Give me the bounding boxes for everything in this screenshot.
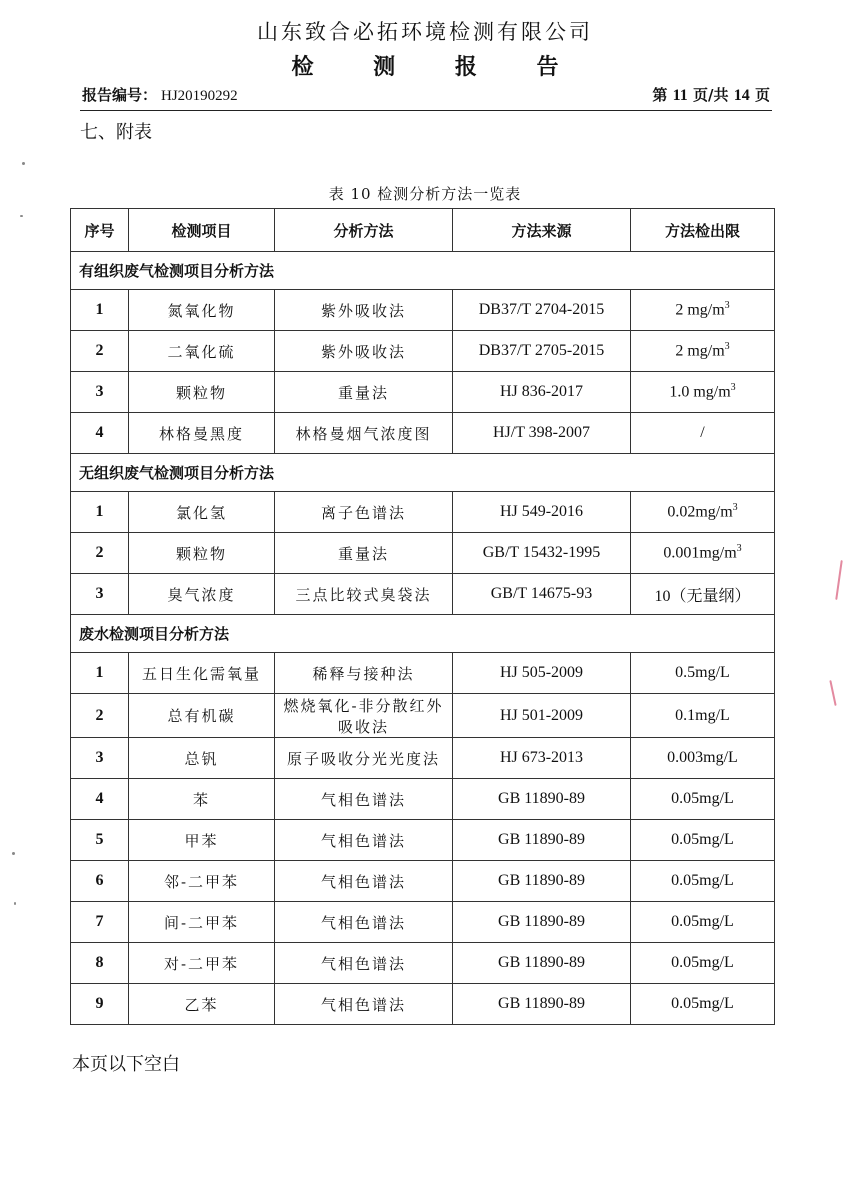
cell-limit-text: 0.001mg/m xyxy=(663,544,737,562)
table-row xyxy=(71,574,775,615)
cell-no xyxy=(71,413,129,454)
cell-item-text: 颗粒物 xyxy=(175,383,227,402)
cell-item xyxy=(129,902,275,943)
cell-item-text: 甲苯 xyxy=(184,831,219,850)
cell-no-text: 4 xyxy=(95,790,104,807)
cell-method xyxy=(275,372,453,413)
cell-limit xyxy=(631,902,775,943)
cell-source-text: GB 11890-89 xyxy=(498,872,585,889)
cell-item-text: 氮氧化物 xyxy=(167,301,236,320)
cell-limit xyxy=(631,653,775,694)
cell-method-text: 紫外吸收法 xyxy=(320,342,406,361)
cell-no-text: 3 xyxy=(95,585,104,602)
cell-no xyxy=(71,492,129,533)
table-row xyxy=(71,413,775,454)
cell-limit xyxy=(631,984,775,1025)
cell-source xyxy=(453,653,631,694)
cell-source xyxy=(453,779,631,820)
cell-limit xyxy=(631,290,775,331)
scan-speck xyxy=(14,902,16,905)
table-row xyxy=(71,820,775,861)
group-row xyxy=(71,615,775,653)
cell-limit-text: 0.05mg/L xyxy=(671,954,734,971)
cell-limit-text: 0.003mg/L xyxy=(667,749,738,766)
cell-method-text: 紫外吸收法 xyxy=(320,301,406,320)
cell-method xyxy=(275,533,453,574)
cell-limit-text: 0.02mg/m xyxy=(667,503,733,521)
cell-method-text: 重量法 xyxy=(337,383,389,402)
page-suffix: 页 xyxy=(754,86,770,104)
cell-no xyxy=(71,984,129,1025)
cell-source xyxy=(453,984,631,1025)
cell-no-text: 3 xyxy=(95,749,104,766)
report-number-value: HJ20190292 xyxy=(161,88,238,104)
cell-method-text: 燃烧氧化-非分散红外吸收法 xyxy=(283,696,444,736)
cell-source xyxy=(453,331,631,372)
cell-item-text: 臭气浓度 xyxy=(167,585,236,604)
cell-no xyxy=(71,902,129,943)
cell-no-text: 1 xyxy=(95,503,104,520)
table-row xyxy=(71,943,775,984)
cell-item-text: 总钒 xyxy=(184,749,219,768)
section-heading: 七、附表 xyxy=(80,122,152,143)
cell-no xyxy=(71,574,129,615)
methods-table xyxy=(70,208,775,1025)
page-prefix: 第 xyxy=(652,86,668,104)
unit-superscript: 3 xyxy=(724,341,730,353)
cell-limit xyxy=(631,331,775,372)
cell-no xyxy=(71,372,129,413)
cell-method xyxy=(275,943,453,984)
cell-source-text: GB 11890-89 xyxy=(498,790,585,807)
cell-method-text: 稀释与接种法 xyxy=(312,664,415,683)
cell-no-text: 1 xyxy=(95,664,104,681)
cell-item xyxy=(129,533,275,574)
cell-item-text: 氯化氢 xyxy=(175,503,227,522)
cell-item-text: 苯 xyxy=(192,790,210,809)
cell-no-text: 8 xyxy=(95,954,104,971)
cell-no-text: 2 xyxy=(95,342,104,359)
cell-limit-text: 0.1mg/L xyxy=(675,706,730,724)
cell-method-text: 气相色谱法 xyxy=(320,831,406,850)
cell-source xyxy=(453,290,631,331)
unit-superscript: 3 xyxy=(724,300,730,312)
cell-no xyxy=(71,331,129,372)
cell-item xyxy=(129,694,275,738)
cell-no xyxy=(71,861,129,902)
cell-no xyxy=(71,943,129,984)
cell-item xyxy=(129,290,275,331)
cell-no xyxy=(71,820,129,861)
cell-limit-text: 0.05mg/L xyxy=(671,831,734,848)
cell-item xyxy=(129,413,275,454)
scan-mark xyxy=(835,560,843,600)
group-title: 有组织废气检测项目分析方法 xyxy=(71,252,775,290)
cell-source xyxy=(453,943,631,984)
page-total: 14 xyxy=(733,87,750,104)
cell-source-text: GB 11890-89 xyxy=(498,913,585,930)
table-row xyxy=(71,902,775,943)
table-row xyxy=(71,694,775,738)
table-row xyxy=(71,492,775,533)
cell-limit xyxy=(631,413,775,454)
page-indicator xyxy=(652,84,770,105)
table-row xyxy=(71,372,775,413)
cell-no xyxy=(71,694,129,738)
cell-source xyxy=(453,533,631,574)
table-row xyxy=(71,984,775,1025)
cell-item xyxy=(129,943,275,984)
cell-source-text: HJ/T 398-2007 xyxy=(492,424,591,441)
group-title: 废水检测项目分析方法 xyxy=(71,615,775,653)
cell-source xyxy=(453,413,631,454)
header-limit: 方法检出限 xyxy=(631,209,775,252)
cell-source-text: GB 11890-89 xyxy=(498,995,585,1012)
cell-source-text: HJ 673-2013 xyxy=(499,749,584,766)
cell-no-text: 7 xyxy=(95,913,104,930)
cell-source-text: GB 11890-89 xyxy=(498,831,585,848)
cell-limit xyxy=(631,574,775,615)
cell-method-text: 气相色谱法 xyxy=(320,872,406,891)
cell-limit xyxy=(631,861,775,902)
cell-source-text: HJ 549-2016 xyxy=(499,503,584,520)
scan-speck xyxy=(22,162,25,165)
header-item: 检测项目 xyxy=(129,209,275,252)
header-rule xyxy=(80,110,772,111)
cell-item-text: 二氧化硫 xyxy=(167,342,236,361)
cell-limit xyxy=(631,533,775,574)
cell-limit xyxy=(631,738,775,779)
cell-method xyxy=(275,413,453,454)
cell-limit xyxy=(631,820,775,861)
cell-method-text: 重量法 xyxy=(337,544,389,563)
cell-item-text: 五日生化需氧量 xyxy=(141,664,261,683)
table-header-row xyxy=(71,209,775,252)
group-row xyxy=(71,252,775,290)
cell-item xyxy=(129,492,275,533)
cell-no xyxy=(71,779,129,820)
cell-item xyxy=(129,779,275,820)
cell-method xyxy=(275,653,453,694)
cell-source xyxy=(453,902,631,943)
cell-limit xyxy=(631,779,775,820)
cell-method xyxy=(275,492,453,533)
cell-item xyxy=(129,331,275,372)
cell-no-text: 1 xyxy=(95,301,104,318)
company-name: 山东致合必拓环境检测有限公司 xyxy=(257,20,593,44)
table-row xyxy=(71,861,775,902)
cell-limit xyxy=(631,492,775,533)
header-method: 分析方法 xyxy=(275,209,453,252)
cell-item-text: 颗粒物 xyxy=(175,544,227,563)
cell-method xyxy=(275,779,453,820)
cell-item xyxy=(129,820,275,861)
cell-item-text: 总有机碳 xyxy=(167,707,236,725)
cell-method-text: 三点比较式臭袋法 xyxy=(295,585,432,604)
cell-method-text: 气相色谱法 xyxy=(320,995,406,1014)
cell-source-text: HJ 836-2017 xyxy=(499,383,584,400)
cell-method-text: 气相色谱法 xyxy=(320,913,406,932)
cell-no-text: 9 xyxy=(95,995,104,1012)
cell-item xyxy=(129,861,275,902)
cell-source-text: GB/T 15432-1995 xyxy=(482,544,601,561)
cell-method-text: 原子吸收分光光度法 xyxy=(286,749,440,768)
cell-method xyxy=(275,290,453,331)
unit-superscript: 3 xyxy=(736,543,742,555)
cell-item xyxy=(129,738,275,779)
cell-method xyxy=(275,984,453,1025)
group-title: 无组织废气检测项目分析方法 xyxy=(71,454,775,492)
cell-item xyxy=(129,372,275,413)
cell-limit-text: 2 mg/m xyxy=(675,342,725,360)
cell-method xyxy=(275,902,453,943)
table-row xyxy=(71,290,775,331)
footer-note: 本页以下空白 xyxy=(72,1054,180,1075)
cell-limit xyxy=(631,943,775,984)
table-row xyxy=(71,653,775,694)
group-row xyxy=(71,454,775,492)
header-source: 方法来源 xyxy=(453,209,631,252)
cell-no-text: 6 xyxy=(95,872,104,889)
table-row xyxy=(71,738,775,779)
cell-item xyxy=(129,984,275,1025)
cell-limit-text: / xyxy=(700,424,705,441)
table-row xyxy=(71,533,775,574)
cell-no-text: 2 xyxy=(95,544,104,561)
cell-no-text: 5 xyxy=(95,831,104,848)
cell-method xyxy=(275,861,453,902)
cell-limit-text: 0.05mg/L xyxy=(671,872,734,889)
cell-source xyxy=(453,574,631,615)
table-row xyxy=(71,331,775,372)
cell-limit-text: 0.5mg/L xyxy=(675,664,730,681)
cell-method xyxy=(275,738,453,779)
unit-superscript: 3 xyxy=(732,502,738,514)
cell-item-text: 间-二甲苯 xyxy=(163,913,240,932)
cell-no xyxy=(71,653,129,694)
scan-speck xyxy=(20,215,23,217)
methods-table-wrapper xyxy=(70,208,774,1025)
table-body xyxy=(71,252,775,1025)
cell-limit-text: 0.05mg/L xyxy=(671,790,734,807)
cell-source xyxy=(453,820,631,861)
cell-no-text: 2 xyxy=(95,706,104,724)
cell-no-text: 4 xyxy=(95,424,104,441)
cell-source-text: GB 11890-89 xyxy=(498,954,585,971)
cell-method-text: 离子色谱法 xyxy=(320,503,406,522)
cell-source xyxy=(453,861,631,902)
cell-method-text: 气相色谱法 xyxy=(320,790,406,809)
cell-source xyxy=(453,492,631,533)
cell-no xyxy=(71,738,129,779)
report-number xyxy=(82,84,238,105)
cell-limit-text: 0.05mg/L xyxy=(671,913,734,930)
report-title: 检 测 报 告 xyxy=(291,54,585,80)
cell-method xyxy=(275,820,453,861)
page-mid: 页/共 xyxy=(693,86,729,104)
table-caption: 表 10 检测分析方法一览表 xyxy=(328,185,522,203)
cell-source-text: GB/T 14675-93 xyxy=(490,585,593,602)
cell-source-text: DB37/T 2705-2015 xyxy=(478,342,605,359)
cell-source xyxy=(453,694,631,738)
cell-limit-text: 2 mg/m xyxy=(675,301,725,319)
cell-item-text: 邻-二甲苯 xyxy=(163,872,240,891)
cell-source-text: DB37/T 2704-2015 xyxy=(478,301,605,318)
cell-no xyxy=(71,290,129,331)
cell-item xyxy=(129,574,275,615)
table-row xyxy=(71,779,775,820)
cell-source-text: HJ 501-2009 xyxy=(499,706,584,724)
cell-no xyxy=(71,533,129,574)
report-number-label: 报告编号： xyxy=(82,86,158,104)
cell-source-text: HJ 505-2009 xyxy=(499,664,584,681)
cell-item xyxy=(129,653,275,694)
cell-limit-text: 1.0 mg/m xyxy=(669,383,731,401)
cell-limit-text: 0.05mg/L xyxy=(671,995,734,1012)
cell-source xyxy=(453,738,631,779)
cell-method-text: 林格曼烟气浓度图 xyxy=(295,424,432,443)
cell-item-text: 乙苯 xyxy=(184,995,219,1014)
scan-speck xyxy=(12,852,15,855)
unit-superscript: 3 xyxy=(730,382,736,394)
report-meta xyxy=(82,84,770,108)
cell-method-text: 气相色谱法 xyxy=(320,954,406,973)
cell-item-text: 林格曼黑度 xyxy=(158,424,244,443)
header-no: 序号 xyxy=(71,209,129,252)
cell-limit-text: 10（无量纲） xyxy=(654,587,751,605)
cell-method xyxy=(275,574,453,615)
cell-method xyxy=(275,331,453,372)
cell-limit xyxy=(631,372,775,413)
cell-method xyxy=(275,694,453,738)
cell-source xyxy=(453,372,631,413)
page-current: 11 xyxy=(672,87,688,104)
scan-mark xyxy=(829,680,836,706)
cell-item-text: 对-二甲苯 xyxy=(163,954,240,973)
cell-no-text: 3 xyxy=(95,383,104,400)
cell-limit xyxy=(631,694,775,738)
